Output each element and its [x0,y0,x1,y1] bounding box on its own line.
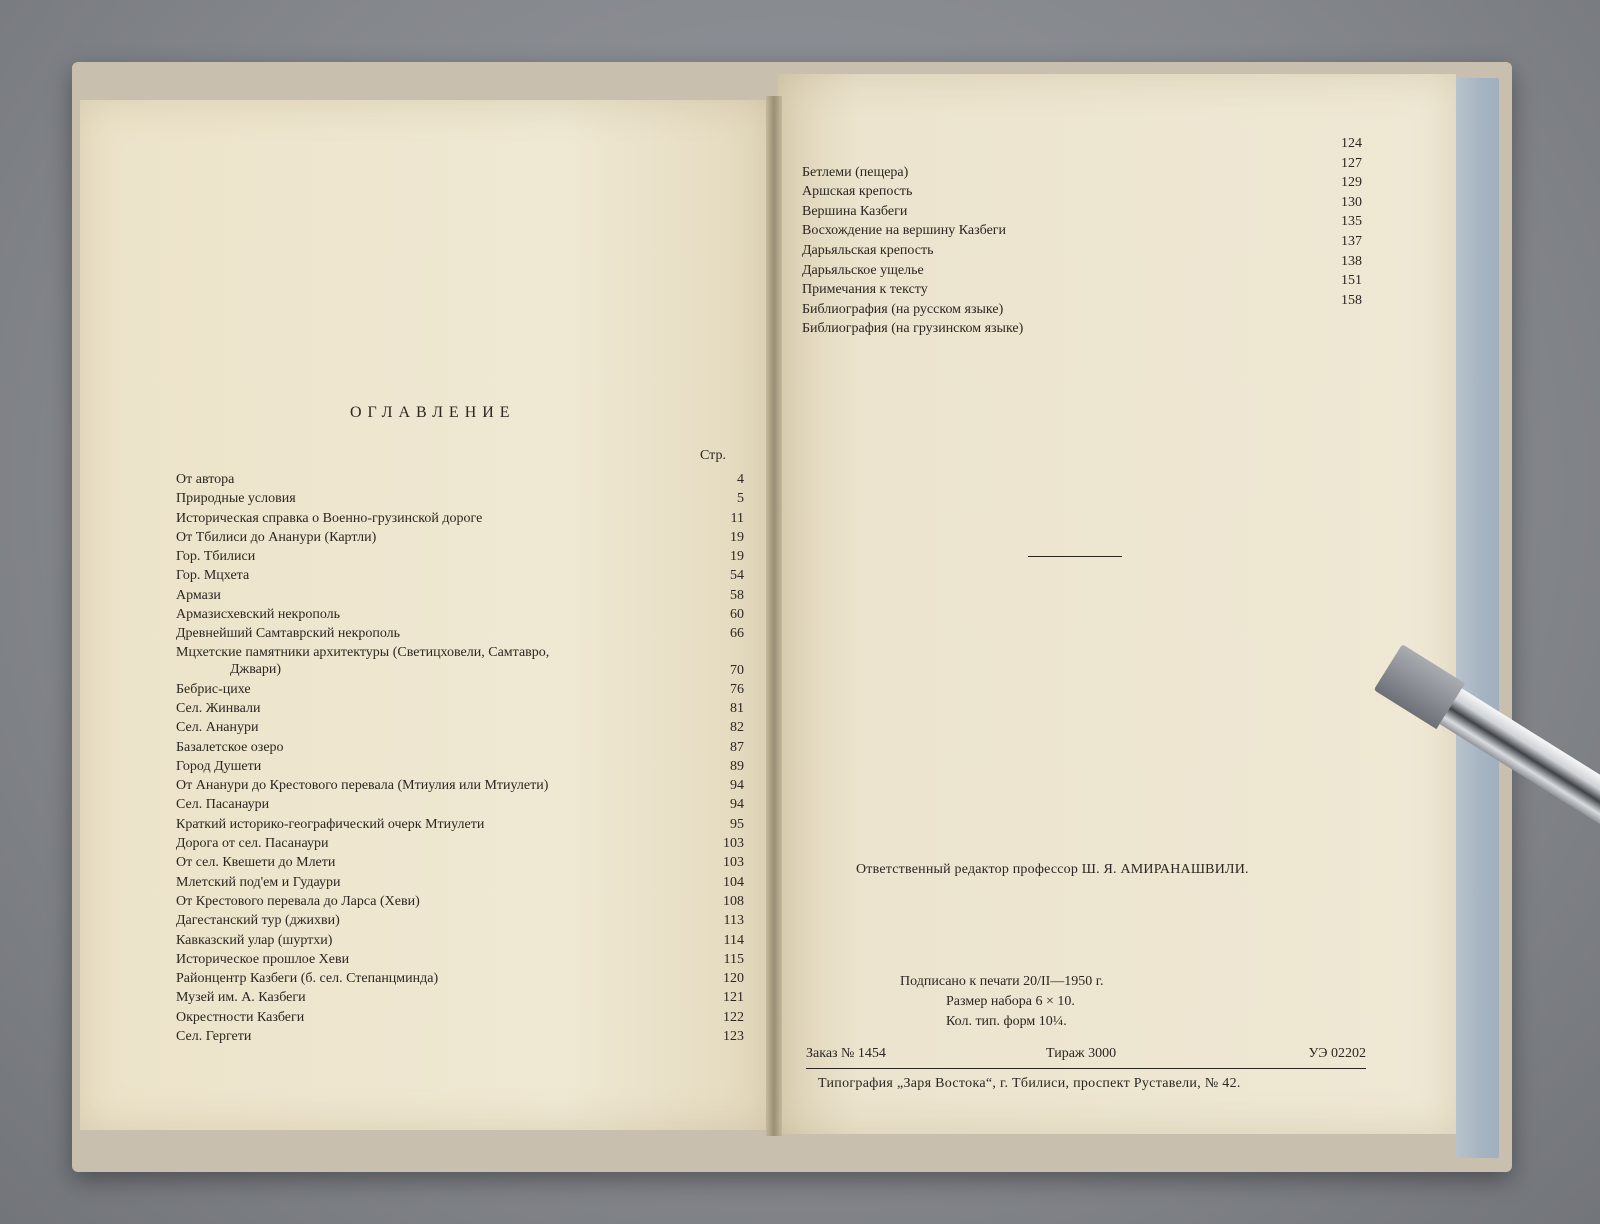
toc-entry-page: 19 [730,549,744,565]
toc-entry-title: Гор. Мцхета [176,568,250,584]
toc-entry-page: 60 [730,607,744,623]
toc-entry [802,212,1362,239]
toc-entry-page: 114 [723,932,744,948]
toc-entry-page: 135 [1341,214,1362,230]
toc-entry [176,834,744,853]
toc-entry [176,738,744,757]
toc-entry-page: 103 [723,836,744,852]
toc-entry [176,776,744,795]
toc-entry-page: 115 [723,951,744,967]
toc-entry [176,757,744,776]
toc-entry [176,950,744,969]
toc-entry-page: 103 [723,855,744,871]
toc-entry-title: Сел. Гергети [176,1029,252,1045]
toc-entry-title: Сел. Ананури [176,720,259,736]
toc-entry-title: Историческая справка о Военно-грузинской дороге [176,510,483,526]
toc-entry-page: 120 [723,971,744,987]
toc-entry-title: Примечания к тексту [802,282,928,298]
toc-entry [176,566,744,585]
toc-entry-title-continued: Джвари) [230,661,282,677]
toc-entry [802,134,1362,154]
toc-entry-title: Гор. Тбилиси [176,549,256,565]
toc-entry-title: Дарьяльское ущелье [802,262,924,278]
toc-entry [176,969,744,988]
toc-entry-title: Сел. Жинвали [176,700,261,716]
toc-entry-page: 70 [730,662,744,678]
toc-entry [802,271,1362,298]
toc-entry [176,624,744,643]
toc-list [176,470,744,1046]
toc-entry-page: 138 [1341,253,1362,269]
toc-entry-title: От Тбилиси до Ананури (Картли) [176,529,377,545]
toc-continued-list [802,134,1362,337]
toc-entry-page: 95 [730,816,744,832]
toc-entry [176,699,744,718]
toc-entry-page: 151 [1341,273,1362,289]
toc-entry-title: Районцентр Казбеги (б. сел. Степанцминда) [176,971,439,987]
print-run: Тираж 3000 [1046,1046,1117,1061]
toc-entry [802,154,1362,180]
toc-entry-page: 104 [723,874,744,890]
toc-entry [176,586,744,605]
toc-entry [176,605,744,624]
toc-entry [802,193,1362,219]
toc-entry [176,528,744,547]
toc-entry-page: 54 [730,568,744,584]
toc-page-column-header: Стр. [700,448,726,463]
toc-entry-page: 158 [1341,292,1362,308]
toc-entry-title: Кавказский улар (шуртхи) [176,932,333,948]
toc-entry [176,680,744,699]
toc-entry-page: 129 [1341,175,1362,191]
toc-entry-title: Природные условия [176,491,296,507]
toc-entry-title: Историческое прошлое Хеви [176,951,350,967]
toc-entry [176,1027,744,1046]
toc-entry-page: 4 [737,472,744,487]
toc-entry [176,644,744,680]
order-number: Заказ № 1454 [806,1046,886,1061]
toc-entry-page: 81 [730,700,744,716]
toc-entry-page: 82 [730,720,744,736]
toc-entry-page: 58 [730,587,744,603]
toc-entry-title: Вершина Казбеги [802,203,908,219]
toc-entry-title: Город Душети [176,758,262,774]
toc-title: ОГЛАВЛЕНИЕ [350,404,516,421]
toc-entry-page: 123 [723,1029,744,1045]
toc-entry-title: Аршская крепость [802,184,913,200]
toc-entry [176,509,744,528]
form-count: Кол. тип. форм 10¼. [946,1014,1067,1029]
toc-entry-page: 124 [1341,136,1362,151]
imprint-rule [806,1068,1366,1069]
toc-entry-page: 130 [1341,194,1362,210]
toc-entry-page: 11 [730,510,744,526]
toc-entry-title: Дарьяльская крепость [802,242,934,258]
toc-entry-title: Армазисхевский некрополь [176,607,341,623]
toc-entry-title: Библиография (на грузинском языке) [802,321,1024,337]
toc-entry-page: 19 [730,529,744,545]
toc-entry-title: Дагестанский тур (джихви) [176,913,340,929]
toc-entry-title: Библиография (на русском языке) [802,301,1004,317]
toc-entry-page: 94 [730,797,744,813]
toc-entry [802,310,1362,337]
cover-edge [1455,78,1499,1158]
toc-entry [176,795,744,814]
toc-entry [802,232,1362,258]
toc-entry [176,892,744,911]
toc-entry-title: Древнейший Самтаврский некрополь [176,626,401,642]
toc-entry [176,1008,744,1027]
toc-entry-page: 87 [730,739,744,755]
toc-entry-title: От сел. Квешети до Млети [176,855,336,871]
toc-entry [176,489,744,508]
toc-entry [176,853,744,872]
printing-details [900,972,1103,1032]
toc-entry-title: От Крестового перевала до Ларса (Хеви) [176,893,420,909]
toc-entry-page: 137 [1341,233,1362,249]
toc-entry-page: 89 [730,758,744,774]
toc-entry-page: 66 [730,626,744,642]
toc-entry [176,470,744,489]
separator-rule [1028,556,1122,557]
toc-entry-page: 5 [737,491,744,507]
toc-entry-title: От автора [176,472,235,487]
toc-entry [176,931,744,950]
toc-entry [176,873,744,892]
toc-entry-page: 122 [723,1009,744,1025]
toc-entry-title: Окрестности Казбеги [176,1009,305,1025]
toc-entry [176,815,744,834]
toc-entry-title: Краткий историко-географический очерк Мтиулети [176,816,485,832]
toc-entry-title: Млетский под'ем и Гудаури [176,874,341,890]
toc-entry-title: Бетлеми (пещера) [802,164,909,180]
toc-entry-page: 113 [723,913,744,929]
toc-entry-title: От Ананури до Крестового перевала (Мтиулия или Мтиулети) [176,778,549,794]
toc-entry-page: 127 [1341,155,1362,171]
toc-entry [802,173,1362,200]
signed-date: Подписано к печати 20/II—1950 г. [900,974,1104,989]
toc-entry-title: Мцхетские памятники архитектуры (Светицховели, Самтавро, [176,644,550,660]
toc-entry-title: Дорога от сел. Пасанаури [176,836,329,852]
editor-line: Ответственный редактор профессор Ш. Я. АМИРАНАШВИЛИ. [856,862,1249,877]
toc-entry [176,988,744,1007]
toc-entry-page: 94 [730,778,744,794]
toc-entry-title: Бебрис-цихе [176,681,251,697]
toc-entry [176,547,744,566]
book-gutter [766,96,782,1136]
toc-entry-title: Восхождение на вершину Казбеги [802,223,1007,239]
toc-entry-title: Сел. Пасанаури [176,797,270,813]
catalog-code: УЭ 02202 [1308,1046,1366,1061]
toc-entry-title: Музей им. А. Казбеги [176,990,306,1006]
typeset-size: Размер набора 6 × 10. [946,994,1075,1009]
toc-entry [176,718,744,737]
toc-entry-page: 121 [723,990,744,1006]
toc-entry-title: Базалетское озеро [176,739,284,755]
toc-entry-page: 76 [730,681,744,697]
toc-entry-title: Армази [176,587,221,603]
printer-line: Типография „Заря Востока“, г. Тбилиси, проспект Руставели, № 42. [818,1076,1241,1091]
toc-entry [802,252,1362,278]
toc-entry-page: 108 [723,893,744,909]
toc-entry [802,291,1362,317]
toc-entry [176,911,744,930]
